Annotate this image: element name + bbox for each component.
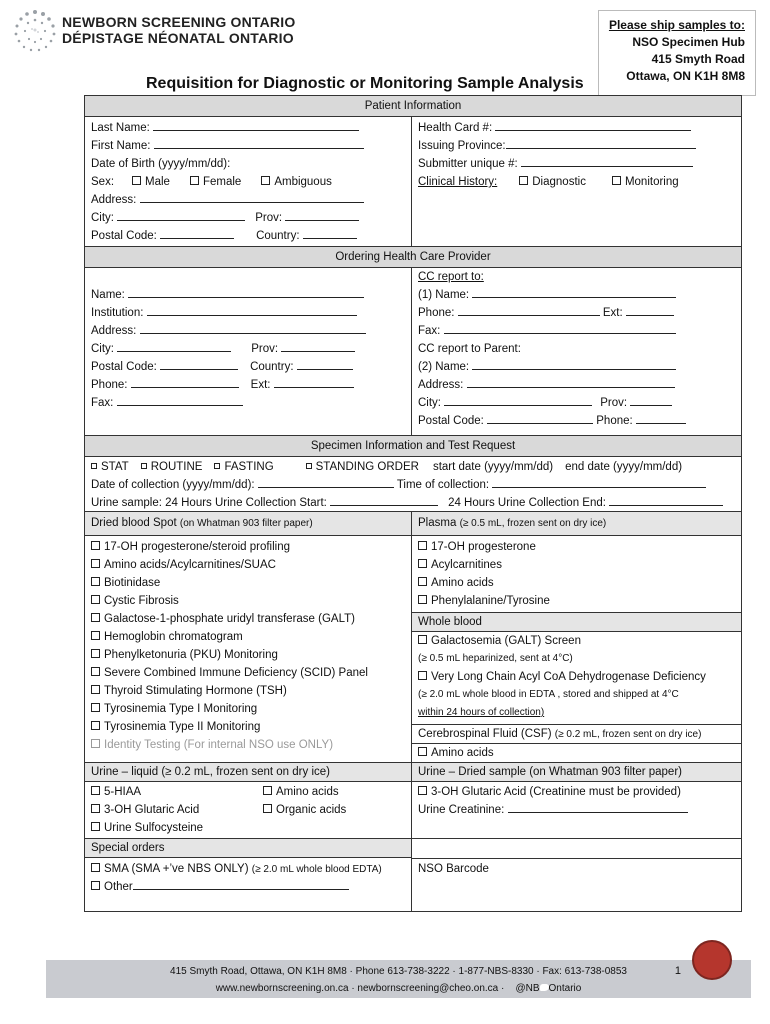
provider-postal-label: Postal Code:: [91, 361, 157, 373]
provider-name-field[interactable]: [91, 286, 366, 304]
footer-web-email: www.newbornscreening.on.ca · newbornscreening@cheo.on.ca ·: [215, 983, 505, 994]
cc-phone2-input[interactable]: [636, 412, 686, 424]
dbs-item[interactable]: Phenylketonuria (PKU) Monitoring: [91, 646, 411, 664]
cc-fax-field[interactable]: [418, 322, 686, 340]
dbs-item[interactable]: Tyrosinemia Type II Monitoring: [91, 718, 411, 736]
dbs-title: Dried blood Spot: [91, 517, 177, 529]
sex-row: [91, 173, 364, 191]
urine-liquid-header: Urine – liquid (≥ 0.2 mL, frozen sent on dry ice): [85, 762, 411, 782]
address-label: Address:: [91, 194, 137, 206]
date-collection-label: Date of collection (yyyy/mm/dd):: [91, 479, 255, 491]
end-date-label: end date (yyyy/mm/dd): [565, 461, 683, 473]
urine-end-input[interactable]: [609, 494, 723, 506]
date-collection-input[interactable]: [258, 476, 394, 488]
patient-section: [84, 116, 742, 247]
divider: [411, 117, 412, 246]
female-label: Female: [202, 176, 242, 188]
logo-line2: DÉPISTAGE NÉONATAL ONTARIO: [62, 30, 294, 46]
sma-note: (≥ 2.0 mL whole blood EDTA): [251, 864, 382, 875]
cc-postal-row: [418, 412, 686, 430]
provider-section: [84, 267, 742, 436]
cc-address-field[interactable]: [418, 376, 686, 394]
time-collection-input[interactable]: [492, 476, 706, 488]
collection-row: [91, 476, 723, 494]
plasma-header: [412, 512, 741, 536]
institution-field[interactable]: [91, 304, 366, 322]
health-card-field[interactable]: [418, 119, 696, 137]
cc-phone-row: [418, 304, 686, 322]
whole-blood-header: Whole blood: [412, 612, 741, 632]
cc-city-label: City:: [418, 397, 441, 409]
cc2-name-label: (2) Name:: [418, 361, 470, 373]
page-title: Requisition for Diagnostic or Monitoring Sample Analysis: [146, 75, 584, 92]
provider-city-input[interactable]: [117, 340, 231, 352]
urine-liquid-item[interactable]: Amino acids: [263, 786, 339, 798]
sma-item[interactable]: [91, 860, 407, 878]
ambiguous-checkbox[interactable]: [261, 176, 270, 185]
plasma-title: Plasma: [418, 517, 457, 529]
identity-testing-item: Identity Testing (For internal NSO use ONLY): [91, 736, 411, 754]
whole-blood-list: [418, 632, 738, 722]
dbs-note: (on Whatman 903 filter paper): [179, 518, 313, 529]
provider-phone-row: [91, 376, 366, 394]
urine-liquid-item[interactable]: 5-HIAA: [91, 783, 263, 801]
specimen-section: [84, 456, 742, 512]
cc-postal-input[interactable]: [487, 412, 593, 424]
footer-address: 415 Smyth Road, Ottawa, ON K1H 8M8 · Phone 613-738-3222 · 1-877-NBS-8330 · Fax: 613-738-0853: [170, 966, 627, 977]
provider-ext-input[interactable]: [274, 376, 354, 388]
provider-city-label: City:: [91, 343, 114, 355]
urine-dried-item[interactable]: 3-OH Glutaric Acid (Creatinine must be provided): [418, 783, 738, 801]
urine-liquid-item[interactable]: Organic acids: [263, 804, 346, 816]
provider-address-label: Address:: [91, 325, 137, 337]
dbs-item[interactable]: Cystic Fibrosis: [91, 592, 411, 610]
plasma-item[interactable]: 17-OH progesterone: [418, 538, 741, 556]
csf-note: (≥ 0.2 mL, frozen sent on dry ice): [554, 729, 702, 740]
start-date-label: start date (yyyy/mm/dd): [432, 461, 554, 473]
cc-address-label: Address:: [418, 379, 464, 391]
cc-parent-label: CC report to Parent:: [418, 343, 521, 355]
ship-line3: Ottawa, ON K1H 8M8: [626, 69, 745, 83]
cc-city-row: [418, 394, 686, 412]
divider: [411, 268, 412, 435]
diagnostic-checkbox[interactable]: [519, 176, 528, 185]
urine-collection-row: [91, 494, 723, 512]
monitoring-label: Monitoring: [624, 176, 679, 188]
provider-prov-label: Prov:: [251, 343, 279, 355]
first-name-field[interactable]: [91, 137, 364, 155]
address-field[interactable]: [91, 191, 364, 209]
prov-label: Prov:: [255, 212, 283, 224]
provider-phone-input[interactable]: [131, 376, 239, 388]
country-label: Country:: [256, 230, 300, 242]
cc-ext-input[interactable]: [626, 304, 674, 316]
cc-report-to: CC report to:: [418, 271, 484, 283]
provider-prov-input[interactable]: [281, 340, 355, 352]
provider-address-field[interactable]: [91, 322, 366, 340]
urine-start-input[interactable]: [330, 494, 438, 506]
last-name-field[interactable]: [91, 119, 364, 137]
creatinine-label: Urine Creatinine:: [418, 804, 505, 816]
clinical-history-label: Clinical History:: [418, 176, 498, 188]
footer-handle-prefix: @NB: [515, 983, 540, 994]
csf-header: [412, 724, 741, 744]
sex-label: Sex:: [91, 176, 115, 188]
footer-handle-suffix: Ontario: [548, 983, 582, 994]
health-card-label: Health Card #:: [418, 122, 493, 134]
provider-section-header: Ordering Health Care Provider: [84, 246, 742, 268]
provider-country-label: Country:: [250, 361, 294, 373]
postal-country-row: [91, 227, 364, 245]
city-prov-row: [91, 209, 364, 227]
country-input[interactable]: [303, 227, 357, 239]
provider-fax-label: Fax:: [91, 397, 114, 409]
red-circle-icon: [692, 940, 732, 980]
submitter-label: Submitter unique #:: [418, 158, 518, 170]
galt-note: (≥ 0.5 mL heparinized, sent at 4°C): [418, 653, 573, 664]
time-collection-label: Time of collection:: [396, 479, 490, 491]
urine-liquid-row: [91, 783, 407, 801]
urine-start-label: Urine sample: 24 Hours Urine Collection Start:: [91, 497, 327, 509]
ambiguous-label: Ambiguous: [274, 176, 332, 188]
dbs-header: [85, 512, 411, 536]
routine-checkbox[interactable]: [141, 463, 147, 469]
cc1-name-label: (1) Name:: [418, 289, 470, 301]
urine-end-label: 24 Hours Urine Collection End:: [448, 497, 606, 509]
provider-fax-field[interactable]: [91, 394, 366, 412]
urine-dried-list: [418, 783, 738, 819]
provider-country-input[interactable]: [297, 358, 353, 370]
clinical-history-row: [418, 173, 696, 191]
dbs-list: [85, 536, 411, 754]
routine-label: ROUTINE: [150, 461, 203, 473]
monitoring-checkbox[interactable]: [612, 176, 621, 185]
first-name-label: First Name:: [91, 140, 151, 152]
vlcad-item[interactable]: Very Long Chain Acyl CoA Dehydrogenase Deficiency: [418, 668, 738, 686]
nso-barcode-label: NSO Barcode: [418, 863, 489, 875]
galt-item[interactable]: Galactosemia (GALT) Screen: [418, 632, 738, 650]
cc2-name-field[interactable]: [418, 358, 686, 376]
special-list: [91, 860, 407, 896]
provider-phone-label: Phone:: [91, 379, 128, 391]
last-name-label: Last Name:: [91, 122, 150, 134]
city-label: City:: [91, 212, 114, 224]
cc1-name-field[interactable]: [418, 286, 686, 304]
patient-section-header: Patient Information: [84, 95, 742, 117]
cc-prov-label: Prov:: [600, 397, 628, 409]
ship-heading: Please ship samples to:: [608, 18, 745, 32]
postal-input[interactable]: [160, 227, 234, 239]
fasting-label: FASTING: [224, 461, 274, 473]
other-item[interactable]: [91, 878, 407, 896]
city-input[interactable]: [117, 209, 245, 221]
standing-order-label: STANDING ORDER: [315, 461, 419, 473]
plasma-note: (≥ 0.5 mL, frozen sent on dry ice): [459, 518, 607, 529]
issuing-province-label: Issuing Province:: [418, 140, 506, 152]
issuing-province-field[interactable]: [418, 137, 696, 155]
provider-ext-label: Ext:: [250, 379, 271, 391]
dbs-item[interactable]: Galactose-1-phosphate uridyl transferase (GALT): [91, 610, 411, 628]
cc-phone2-label: Phone:: [596, 415, 633, 427]
cc-phone-label: Phone:: [418, 307, 455, 319]
plasma-list: [412, 536, 741, 610]
standing-order-checkbox[interactable]: [306, 463, 312, 469]
dbs-item[interactable]: Thyroid Stimulating Hormone (TSH): [91, 682, 411, 700]
cc-ext-label: Ext:: [602, 307, 623, 319]
csf-list: [418, 744, 494, 762]
logo-line1: NEWBORN SCREENING ONTARIO: [62, 14, 296, 30]
footer: [46, 960, 751, 998]
plasma-item[interactable]: Amino acids: [418, 574, 741, 592]
urine-liquid-row: [91, 801, 407, 819]
priority-row: [91, 458, 723, 476]
csf-item[interactable]: Amino acids: [418, 744, 494, 762]
dbs-item[interactable]: Amino acids/Acylcarnitines/SUAC: [91, 556, 411, 574]
page-number: 1: [674, 965, 681, 977]
ship-line1: NSO Specimen Hub: [632, 35, 745, 49]
vlcad-note2: within 24 hours of collection): [418, 707, 545, 718]
test-grid: [84, 511, 742, 912]
urine-dried-header: Urine – Dried sample (on Whatman 903 filter paper): [412, 762, 741, 782]
provider-city-row: [91, 340, 366, 358]
male-label: Male: [145, 176, 170, 188]
cc-fax-label: Fax:: [418, 325, 441, 337]
prov-input[interactable]: [285, 209, 359, 221]
cc-postal-label: Postal Code:: [418, 415, 484, 427]
cc-phone-input[interactable]: [458, 304, 600, 316]
logo-dots-icon: [12, 8, 58, 54]
plasma-item[interactable]: Phenylalanine/Tyrosine: [418, 592, 741, 610]
ship-to-box: [598, 10, 756, 96]
barcode-header-spacer: [412, 838, 741, 859]
csf-title: Cerebrospinal Fluid (CSF): [418, 728, 552, 740]
dbs-item[interactable]: Hemoglobin chromatogram: [91, 628, 411, 646]
fasting-checkbox[interactable]: [214, 463, 220, 469]
divider: [412, 858, 741, 859]
urine-liquid-list: [91, 783, 407, 837]
stat-label: STAT: [101, 461, 129, 473]
specimen-section-header: Specimen Information and Test Request: [84, 435, 742, 457]
female-checkbox[interactable]: [190, 176, 199, 185]
footer-contact: [46, 980, 751, 997]
cc-city-input[interactable]: [444, 394, 592, 406]
creatinine-field[interactable]: [418, 801, 738, 819]
ship-line2: 415 Smyth Road: [651, 52, 745, 66]
urine-liquid-item[interactable]: 3-OH Glutaric Acid: [91, 801, 263, 819]
twitter-icon: [540, 984, 549, 991]
plasma-item[interactable]: Acylcarnitines: [418, 556, 741, 574]
special-orders-header: Special orders: [85, 838, 411, 858]
submitter-field[interactable]: [418, 155, 696, 173]
dob-label: Date of Birth (yyyy/mm/dd):: [91, 158, 231, 170]
postal-label: Postal Code:: [91, 230, 157, 242]
other-label: Other: [104, 881, 133, 893]
dbs-item[interactable]: Severe Combined Immune Deficiency (SCID) Panel: [91, 664, 411, 682]
urine-liquid-item[interactable]: Urine Sulfocysteine: [91, 819, 407, 837]
diagnostic-label: Diagnostic: [532, 176, 586, 188]
nso-logo: [12, 8, 296, 58]
institution-label: Institution:: [91, 307, 144, 319]
provider-postal-input[interactable]: [160, 358, 238, 370]
provider-postal-row: [91, 358, 366, 376]
stat-checkbox[interactable]: [91, 463, 97, 469]
sma-label: SMA (SMA +’ve NBS ONLY): [104, 863, 249, 875]
dbs-item[interactable]: Biotinidase: [91, 574, 411, 592]
vlcad-note1: (≥ 2.0 mL whole blood in EDTA , stored and shipped at 4°C: [418, 689, 679, 700]
dbs-item[interactable]: Tyrosinemia Type I Monitoring: [91, 700, 411, 718]
provider-name-label: Name:: [91, 289, 125, 301]
dbs-item[interactable]: 17-OH progesterone/steroid profiling: [91, 538, 411, 556]
cc-prov-input[interactable]: [630, 394, 672, 406]
male-checkbox[interactable]: [132, 176, 141, 185]
